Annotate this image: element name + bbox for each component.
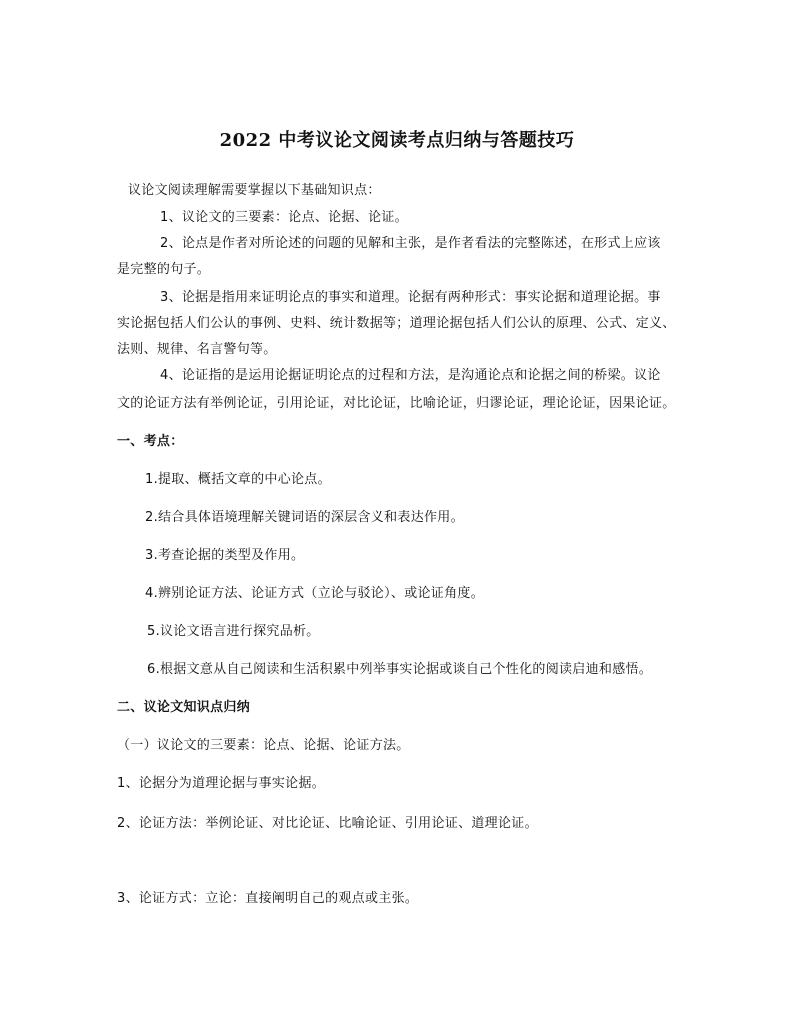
exam-point-3: 3.考查论据的类型及作用。 xyxy=(145,548,305,563)
intro-point-1: 1、议论文的三要素：论点、论据、论证。 xyxy=(160,210,408,225)
intro-point-2-line-2: 是完整的句子。 xyxy=(117,262,211,277)
intro-point-2-line-1: 2、论点是作者对所论述的问题的见解和主张，是作者看法的完整陈述，在形式上应该 xyxy=(160,236,661,251)
exam-point-5: 5.议论文语言进行探究品析。 xyxy=(147,624,320,639)
exam-point-4: 4.辨别论证方法、论证方式（立论与驳论）、或论证角度。 xyxy=(145,586,485,601)
exam-point-2: 2.结合具体语境理解关键词语的深层含义和表达作用。 xyxy=(145,510,464,525)
intro-point-3-line-2: 实论据包括人们公认的事例、史料、统计数据等；道理论据包括人们公认的原理、公式、定义、 xyxy=(117,316,676,331)
exam-point-6: 6.根据文意从自己阅读和生活积累中列举事实论据或谈自己个性化的阅读启迪和感悟。 xyxy=(147,662,653,677)
section-1-heading: 一、考点： xyxy=(117,434,184,449)
intro-heading: 议论文阅读理解需要掌握以下基础知识点： xyxy=(128,183,381,198)
section-2-heading: 二、议论文知识点归纳 xyxy=(117,700,251,715)
exam-point-1: 1.提取、概括文章的中心论点。 xyxy=(145,472,331,487)
intro-point-3-line-1: 3、论据是指用来证明论点的事实和道理。论据有两种形式：事实论据和道理论据。事 xyxy=(160,290,661,305)
page-title: 2022 中考议论文阅读考点归纳与答题技巧 xyxy=(219,130,575,151)
section-2-subheading: （一）议论文的三要素：论点、论据、论证方法。 xyxy=(117,738,410,753)
intro-point-4-line-1: 4、论证指的是运用论据证明论点的过程和方法，是沟通论点和论据之间的桥梁。议论 xyxy=(160,368,661,383)
section-2-line-2: 2、论证方法：举例论证、对比论证、比喻论证、引用论证、道理论证。 xyxy=(117,816,538,831)
intro-point-4-line-2: 文的论证方法有举例论证，引用论证，对比论证，比喻论证，归谬论证，理论论证，因果论证。 xyxy=(117,396,676,411)
intro-point-3-line-3: 法则、规律、名言警句等。 xyxy=(117,342,277,357)
section-2-line-3: 3、论证方式：立论：直接阐明自己的观点或主张。 xyxy=(117,891,419,906)
section-2-line-1: 1、论据分为道理论据与事实论据。 xyxy=(117,776,326,791)
